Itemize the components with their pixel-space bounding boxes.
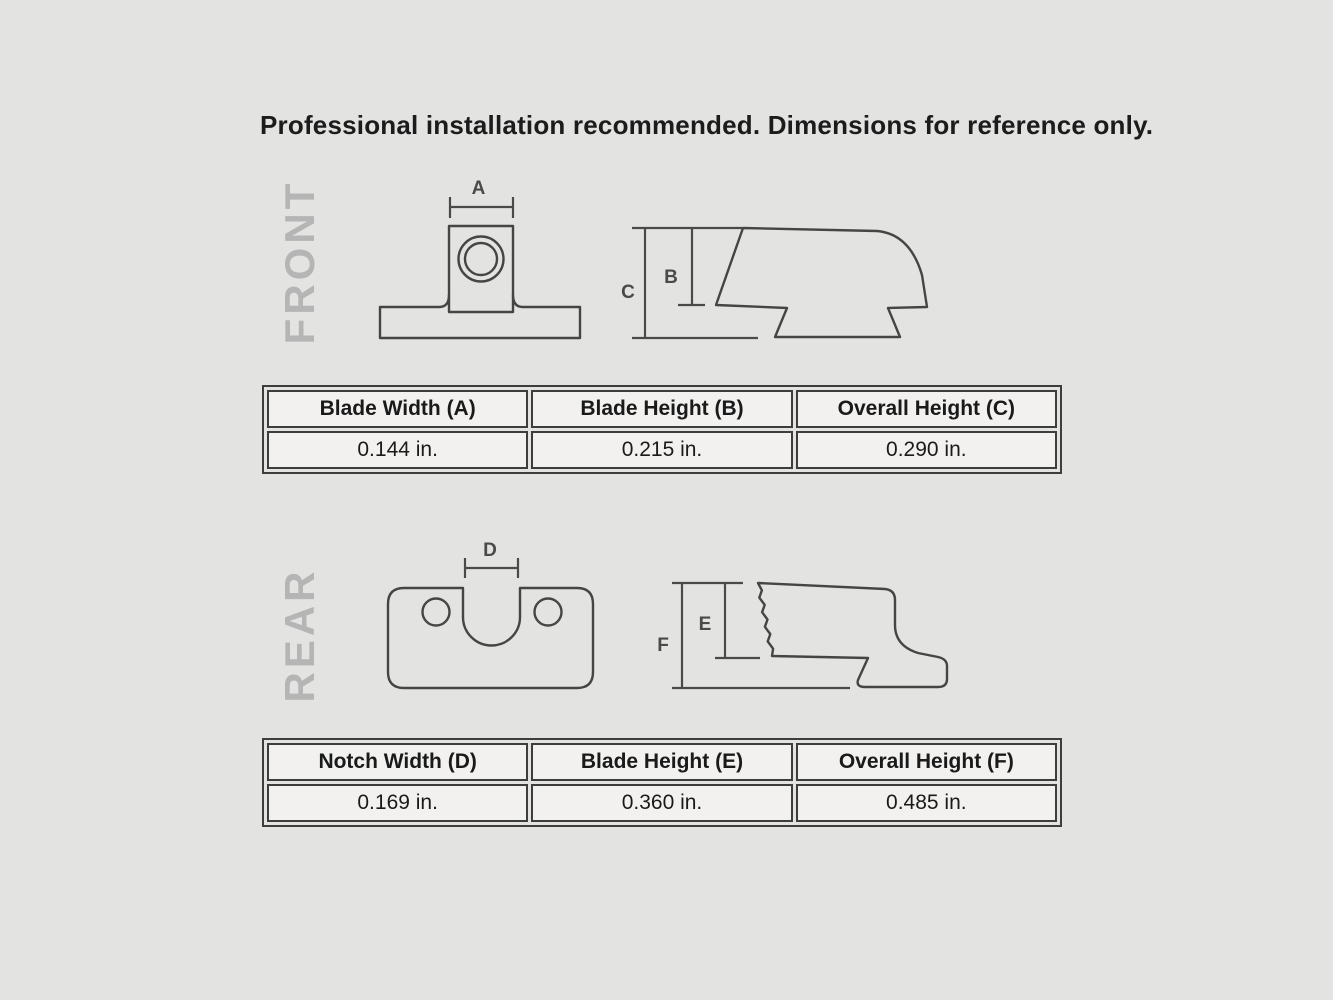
value-notch-width: 0.169 in.: [267, 784, 528, 822]
table-value-row: [267, 431, 1057, 469]
front-sight-profile: [716, 228, 927, 337]
front-sight-side-view-diagram: [610, 200, 940, 355]
rear-sight-body-with-notch: [388, 588, 593, 688]
rear-section-label: REAR: [276, 567, 323, 703]
dimension-f: [657, 583, 850, 688]
header-blade-width: Blade Width (A): [267, 390, 528, 428]
front-sight-blade-outline: [380, 226, 580, 338]
dim-label-c: C: [621, 282, 635, 303]
installation-note: Professional installation recommended. Dimensions for reference only.: [260, 110, 1154, 140]
table-header-row: [267, 390, 1057, 428]
value-overall-height: 0.485 in.: [796, 784, 1057, 822]
value-blade-height: 0.360 in.: [531, 784, 792, 822]
blade-rect: [449, 226, 513, 312]
dimension-d: [465, 540, 518, 578]
header-overall-height: Overall Height (F): [796, 743, 1057, 781]
dimension-b: [664, 228, 705, 305]
dim-label-a: A: [471, 178, 486, 199]
dim-label-d: D: [483, 540, 497, 561]
dim-line-d: [465, 558, 518, 578]
dim-line-a: [450, 197, 513, 218]
header-notch-width: Notch Width (D): [267, 743, 528, 781]
front-sight-front-view-diagram: [368, 165, 600, 350]
rear-sight-front-view-diagram: [378, 535, 610, 700]
dim-line-c: [632, 228, 758, 338]
tritium-dot-left: [423, 599, 450, 626]
dim-line-b: [678, 228, 705, 305]
front-sight-dimensions-table: [262, 385, 1062, 474]
tritium-dot-right: [535, 599, 562, 626]
header-blade-height: Blade Height (B): [531, 390, 792, 428]
header-blade-height: Blade Height (E): [531, 743, 792, 781]
sight-base: [380, 295, 580, 338]
dimension-a: [450, 178, 513, 218]
rear-sight-side-view-diagram: [650, 570, 960, 700]
front-section-label: FRONT: [276, 179, 323, 345]
table-header-row: [267, 743, 1057, 781]
tritium-dot-inner: [465, 243, 497, 275]
rear-sight-blade-outline: [388, 588, 593, 688]
dim-label-e: E: [698, 614, 712, 635]
dimension-e: [699, 583, 760, 658]
dim-line-e: [715, 583, 760, 658]
value-blade-height: 0.215 in.: [531, 431, 792, 469]
value-overall-height: 0.290 in.: [796, 431, 1057, 469]
dim-label-f: F: [657, 635, 669, 656]
rear-sight-dimensions-table: [262, 738, 1062, 827]
dim-label-b: B: [664, 267, 678, 288]
value-blade-width: 0.144 in.: [267, 431, 528, 469]
header-overall-height: Overall Height (C): [796, 390, 1057, 428]
rear-sight-profile-serrated: [758, 583, 947, 687]
table-value-row: [267, 784, 1057, 822]
